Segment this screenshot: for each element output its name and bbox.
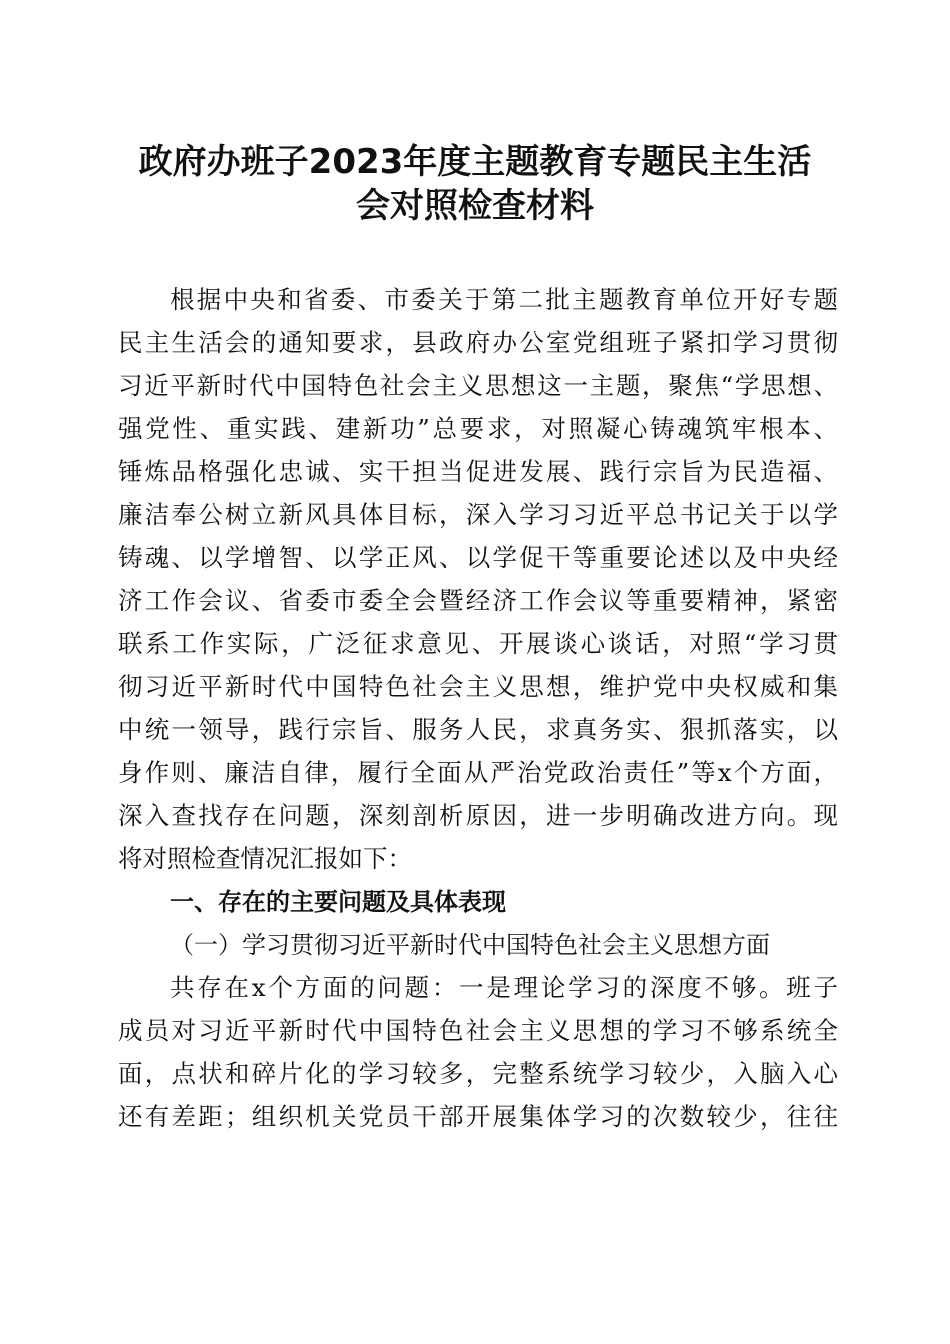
intro-line: 廉洁奉公树立新风具体目标，深入学习习近平总书记关于以学 bbox=[118, 500, 838, 529]
subsection-heading: （一）学习贯彻习近平新时代中国特色社会主义思想方面 bbox=[170, 931, 770, 959]
intro-line: 将对照检查情况汇报如下： bbox=[118, 844, 412, 873]
intro-line: 根据中央和省委、市委关于第二批主题教育单位开好专题 bbox=[170, 285, 838, 314]
body-line: 面，点状和碎片化的学习较多，完整系统学习较少，入脑入心 bbox=[118, 1059, 838, 1088]
section-heading: 一、存在的主要问题及具体表现 bbox=[170, 888, 506, 916]
intro-line: 锤炼品格强化忠诚、实干担当促进发展、践行宗旨为民造福、 bbox=[118, 457, 838, 486]
intro-line: 彻习近平新时代中国特色社会主义思想，维护党中央权威和集 bbox=[118, 672, 838, 701]
intro-line: 强党性、重实践、建新功”总要求，对照凝心铸魂筑牢根本、 bbox=[118, 414, 838, 443]
intro-line: 铸魂、以学增智、以学正风、以学促干等重要论述以及中央经 bbox=[118, 543, 838, 572]
document-title-line-1: 政府办班子2023年度主题教育专题民主生活 bbox=[138, 142, 812, 182]
intro-line: 联系工作实际，广泛征求意见、开展谈心谈话，对照“学习贯 bbox=[118, 629, 838, 658]
intro-line: 济工作会议、省委市委全会暨经济工作会议等重要精神，紧密 bbox=[118, 586, 838, 615]
body-line: 共存在x个方面的问题：一是理论学习的深度不够。班子 bbox=[170, 973, 838, 1002]
body-line: 成员对习近平新时代中国特色社会主义思想的学习不够系统全 bbox=[118, 1016, 838, 1045]
intro-line: 中统一领导，践行宗旨、服务人民，求真务实、狠抓落实，以 bbox=[118, 715, 838, 744]
intro-line: 习近平新时代中国特色社会主义思想这一主题，聚焦“学思想、 bbox=[118, 371, 838, 400]
document-title-line-2: 会对照检查材料 bbox=[356, 186, 594, 226]
intro-line: 民主生活会的通知要求，县政府办公室党组班子紧扣学习贯彻 bbox=[118, 328, 838, 357]
intro-line: 深入查找存在问题，深刻剖析原因，进一步明确改进方向。现 bbox=[118, 801, 838, 830]
intro-line: 身作则、廉洁自律，履行全面从严治党政治责任”等x个方面， bbox=[118, 758, 838, 787]
body-line: 还有差距；组织机关党员干部开展集体学习的次数较少，往往 bbox=[118, 1102, 838, 1131]
